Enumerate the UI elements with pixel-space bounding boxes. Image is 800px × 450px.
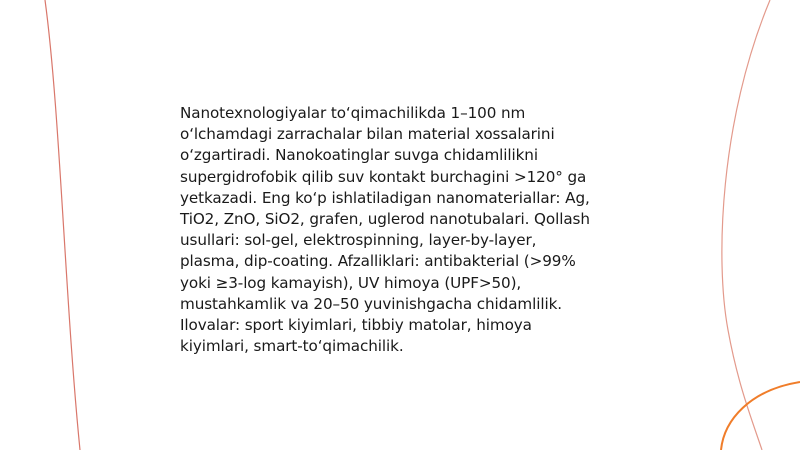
orange-arc-decoration <box>721 382 800 450</box>
left-curve-decoration <box>45 0 80 450</box>
body-paragraph: Nanotexnologiyalar to‘qimachilikda 1–100 nm o‘lchamdagi zarrachalar bilan material xossalarini o‘zgartiradi. Nanokoatinglar suvga chidamlilikni supergidrofobik qilib suv kontakt burchagini >120° ga yetkazadi. Eng ko‘p ishlatiladigan nanomateriallar: Ag, TiO2, ZnO, SiO2, grafen, uglerod nanotubalari. Qollash usullari: sol-gel, elektrospinning, layer-by-layer, plasma, dip-coating. Afzalliklari: antibakterial (>99% yoki ≥3-log kamayish), UV himoya (UPF>50), mustahkamlik va 20–50 yuvinishgacha chidamlilik. Ilovalar: sport kiyimlari, tibbiy matolar, himoya kiyimlari, smart-to‘qimachilik. <box>180 104 590 356</box>
right-curve-decoration <box>722 0 770 450</box>
